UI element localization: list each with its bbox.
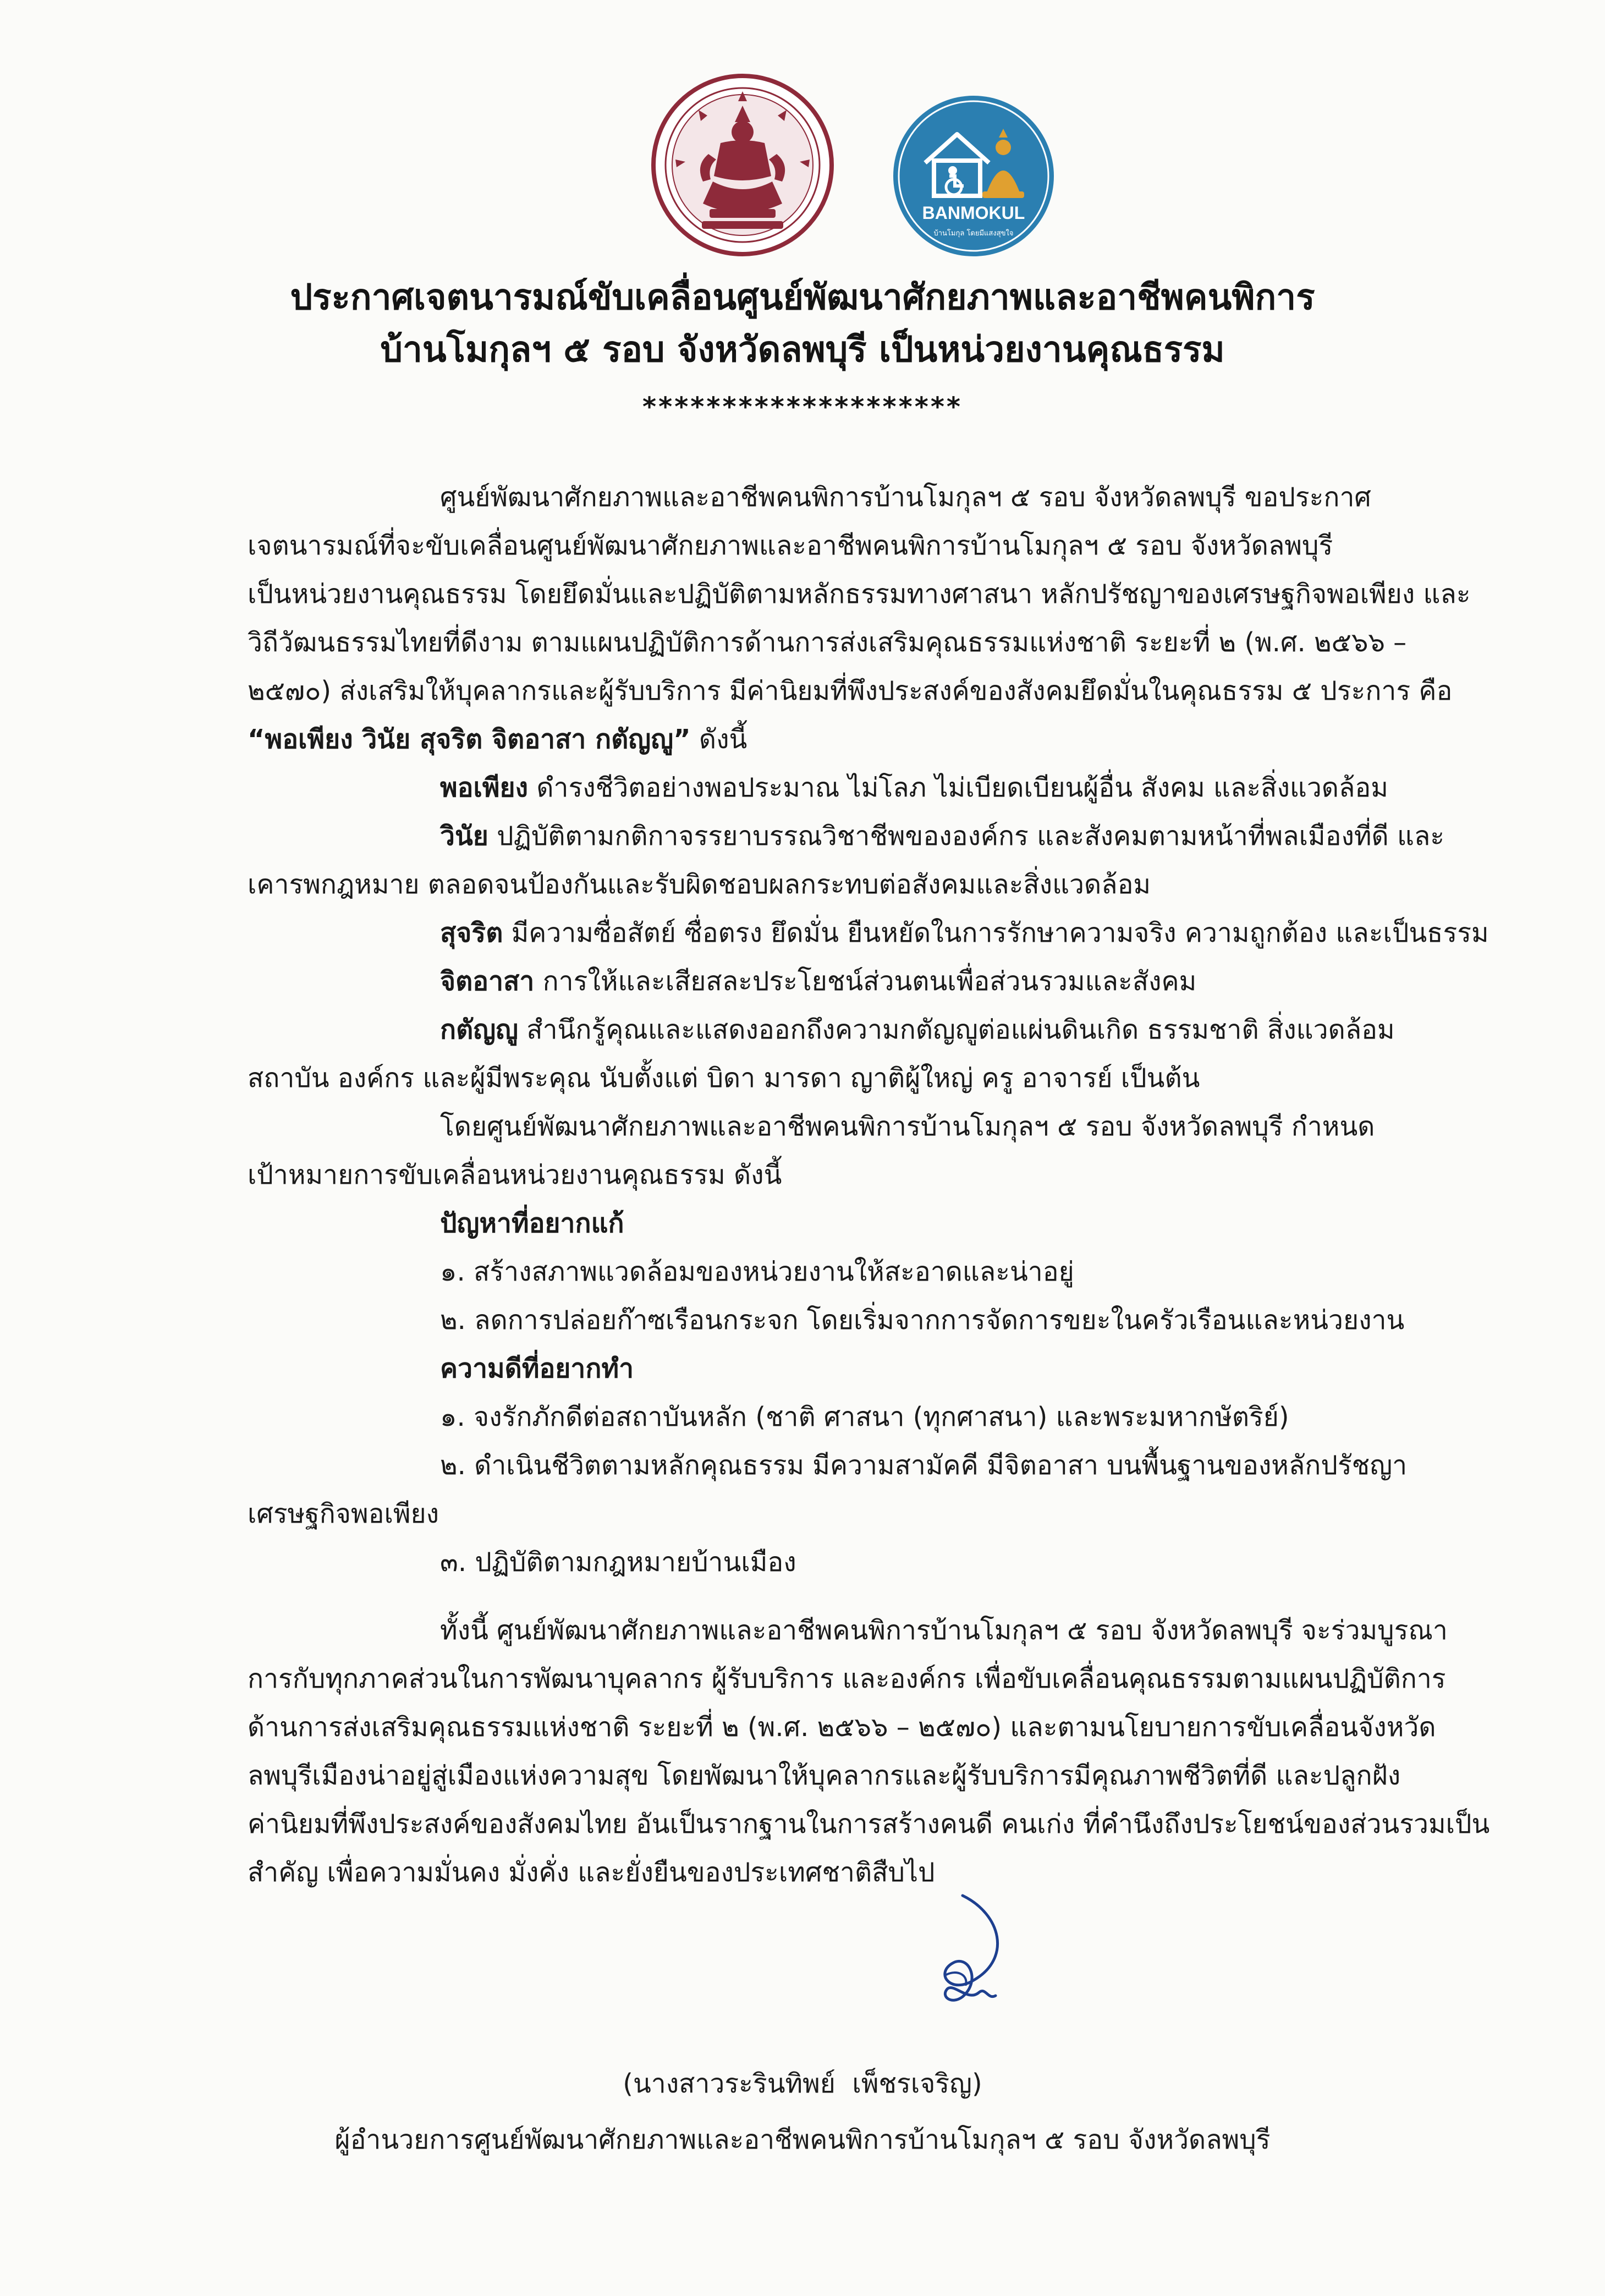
- goal-line: เป้าหมายการขับเคลื่อนหน่วยงานคุณธรรม ดังนี้: [248, 1160, 782, 1190]
- closing-line: ค่านิยมที่พึงประสงค์ของสังคมไทย อันเป็นรากฐานในการสร้างคนดี คนเก่ง ที่คำนึงถึงประโยชน์ของส่วนรวมเป็น: [248, 1809, 1490, 1839]
- virtue-desc: สำนึกรู้คุณและแสดงออกถึงความกตัญญูต่อแผ่นดินเกิด ธรรมชาติ สิ่งแวดล้อม: [518, 1014, 1395, 1045]
- virtue-term: พอเพียง: [440, 772, 529, 803]
- virtue-desc: การให้และเสียสละประโยชน์ส่วนตนเพื่อส่วนรวมและสังคม: [534, 966, 1197, 997]
- banmokul-logo-text: BANMOKUL: [922, 203, 1025, 223]
- title-separator-stars: ********************: [642, 392, 963, 422]
- virtue-item: [248, 957, 1463, 1006]
- virtue-continuation: เคารพกฎหมาย ตลอดจนป้องกันและรับผิดชอบผลกระทบต่อสังคมและสิ่งแวดล้อม: [248, 869, 1151, 900]
- problem-item: ๒. ลดการปล่อยก๊าซเรือนกระจก โดยเริ่มจากการจัดการขยะในครัวเรือนและหน่วยงาน: [440, 1305, 1405, 1336]
- virtue-item: [248, 763, 1463, 812]
- intro-paragraph: [248, 473, 1489, 1586]
- handwritten-signature: [886, 1892, 1029, 2013]
- virtue-desc: ดำรงชีวิตอย่างพอประมาณ ไม่โลภ ไม่เบียดเบียนผู้อื่น สังคม และสิ่งแวดล้อม: [528, 772, 1388, 803]
- virtue-term: วินัย: [440, 821, 488, 852]
- good-item: ๒. ดำเนินชีวิตตามหลักคุณธรรม มีความสามัคคี มีจิตอาสา บนพื้นฐานของหลักปรัชญา: [440, 1450, 1408, 1481]
- virtue-item: [248, 1006, 1463, 1054]
- closing-line: ด้านการส่งเสริมคุณธรรมแห่งชาติ ระยะที่ ๒ (พ.ศ. ๒๕๖๖ – ๒๕๗๐) และตามนโยบายการขับเคลื่อนจังหวัด: [248, 1712, 1436, 1743]
- virtue-term: สุจริต: [440, 918, 503, 948]
- virtue-continuation: สถาบัน องค์กร และผู้มีพระคุณ นับตั้งแต่ บิดา มารดา ญาติผู้ใหญ่ ครู อาจารย์ เป็นต้น: [248, 1063, 1200, 1094]
- good-item: ๓. ปฏิบัติตามกฎหมายบ้านเมือง: [440, 1547, 796, 1578]
- virtues-summary-line: [248, 715, 1463, 763]
- banmokul-logo: [891, 94, 1056, 259]
- signer-position: ผู้อำนวยการศูนย์พัฒนาศักยภาพและอาชีพคนพิการบ้านโมกุลฯ ๕ รอบ จังหวัดลพบุรี: [334, 2124, 1271, 2155]
- goods-heading: ความดีที่อยากทำ: [440, 1353, 634, 1384]
- virtue-term: กตัญญู: [440, 1014, 519, 1045]
- virtues-suffix: ดังนี้: [690, 724, 747, 755]
- intro-line: ๒๕๗๐) ส่งเสริมให้บุคลากรและผู้รับบริการ มีค่านิยมที่พึงประสงค์ของสังคมยึดมั่นในคุณธรรม ๕ ประการ คือ: [248, 675, 1453, 706]
- virtue-term: จิตอาสา: [440, 966, 535, 997]
- closing-line: สำคัญ เพื่อความมั่นคง มั่งคั่ง และยั่งยืนของประเทศชาติสืบไป: [248, 1857, 935, 1888]
- problems-heading: ปัญหาที่อยากแก้: [440, 1208, 624, 1239]
- closing-line: การกับทุกภาคส่วนในการพัฒนาบุคลากร ผู้รับบริการ และองค์กร เพื่อขับเคลื่อนคุณธรรมตามแผนปฏิบัติการ: [248, 1663, 1446, 1694]
- closing-line: ทั้งนี้ ศูนย์พัฒนาศักยภาพและอาชีพคนพิการบ้านโมกุลฯ ๕ รอบ จังหวัดลพบุรี จะร่วมบูรณา: [440, 1615, 1448, 1646]
- intro-line: เป็นหน่วยงานคุณธรรม โดยยึดมั่นและปฏิบัติตามหลักธรรมทางศาสนา หลักปรัชญาของเศรษฐกิจพอเพียง และ: [248, 579, 1471, 609]
- document-title-line1: ประกาศเจตนารมณ์ขับเคลื่อนศูนย์พัฒนาศักยภาพและอาชีพคนพิการ: [290, 277, 1315, 318]
- closing-line: ลพบุรีเมืองน่าอยู่สู่เมืองแห่งความสุข โดยพัฒนาให้บุคลากรและผู้รับบริการมีคุณภาพชีวิตที่ดี และปลูกฝัง: [248, 1760, 1401, 1791]
- intro-line: เจตนารมณ์ที่จะขับเคลื่อนศูนย์พัฒนาศักยภาพและอาชีพคนพิการบ้านโมกุลฯ ๕ รอบ จังหวัดลพบุรี: [248, 530, 1333, 561]
- goal-line: โดยศูนย์พัฒนาศักยภาพและอาชีพคนพิการบ้านโมกุลฯ ๕ รอบ จังหวัดลพบุรี กำหนด: [440, 1111, 1375, 1142]
- document-title-line2: บ้านโมกุลฯ ๕ รอบ จังหวัดลพบุรี เป็นหน่วยงานคุณธรรม: [380, 329, 1225, 370]
- virtues-quote: “พอเพียง วินัย สุจริต จิตอาสา กตัญญู”: [248, 724, 691, 755]
- virtue-item: [248, 812, 1463, 860]
- closing-paragraph: [248, 1606, 1490, 1897]
- virtue-desc: มีความซื่อสัตย์ ซื่อตรง ยึดมั่น ยืนหยัดในการรักษาความจริง ความถูกต้อง และเป็นธรรม: [503, 918, 1489, 948]
- banmokul-logo-subtext: บ้านโมกุล โดยมีแสงสุขใจ: [933, 229, 1014, 238]
- virtue-desc: ปฏิบัติตามกติกาจรรยาบรรณวิชาชีพขององค์กร และสังคมตามหน้าที่พลเมืองที่ดี และ: [488, 821, 1445, 852]
- royal-seal-logo: [649, 72, 836, 259]
- signer-name: (นางสาวระรินทิพย์ เพ็ชรเจริญ): [623, 2068, 982, 2099]
- intro-line: วิถีวัฒนธรรมไทยที่ดีงาม ตามแผนปฏิบัติการด้านการส่งเสริมคุณธรรมแห่งชาติ ระยะที่ ๒ (พ.ศ. ๒๕๖๖ –: [248, 627, 1407, 658]
- logo-row: [0, 72, 1605, 270]
- virtue-item: [248, 909, 1489, 957]
- problem-item: ๑. สร้างสภาพแวดล้อมของหน่วยงานให้สะอาดและน่าอยู่: [440, 1256, 1074, 1287]
- intro-line: ศูนย์พัฒนาศักยภาพและอาชีพคนพิการบ้านโมกุลฯ ๕ รอบ จังหวัดลพบุรี ขอประกาศ: [440, 482, 1371, 513]
- good-item: ๑. จงรักภักดีต่อสถาบันหลัก (ชาติ ศาสนา (ทุกศาสนา) และพระมหากษัตริย์): [440, 1402, 1289, 1432]
- good-item-continuation: เศรษฐกิจพอเพียง: [248, 1498, 439, 1529]
